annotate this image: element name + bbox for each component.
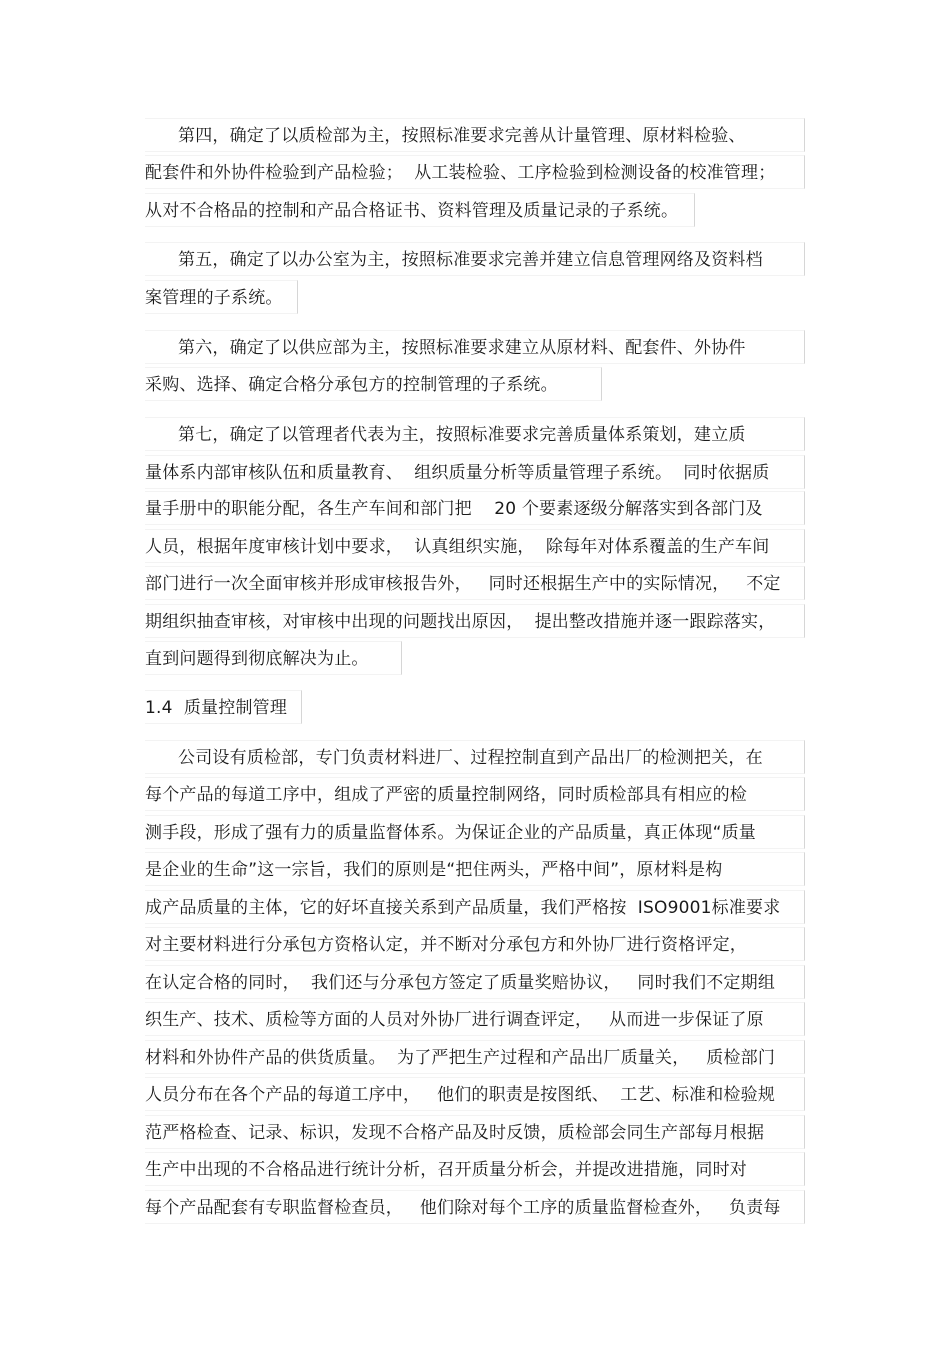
paragraph-4-line-2: 配套件和外协件检验到产品检验； 从工装检验、工序检验到检测设备的校准管理； [145, 155, 805, 189]
paragraph-8-line-9: 材料和外协件产品的供货质量。 为了严把生产过程和产品出厂质量关， 质检部门 [145, 1040, 805, 1074]
paragraph-8-line-10: 人员分布在各个产品的每道工序中， 他们的职责是按图纸、 工艺、标准和检验规 [145, 1077, 805, 1111]
paragraph-7-line-2: 量体系内部审核队伍和质量教育、 组织质量分析等质量管理子系统。 同时依据质 [145, 455, 805, 489]
paragraph-8-line-4: 是企业的生命”这一宗旨，我们的原则是“把住两头，严格中间”，原材料是构 [145, 852, 805, 886]
paragraph-5-line-1: 第五，确定了以办公室为主，按照标准要求完善并建立信息管理网络及资料档 [145, 242, 805, 276]
paragraph-7-line-4: 人员，根据年度审核计划中要求， 认真组织实施， 除每年对体系覆盖的生产车间 [145, 529, 805, 563]
paragraph-7-line-7: 直到问题得到彻底解决为止。 [145, 641, 402, 675]
paragraph-8-line-1: 公司设有质检部，专门负责材料进厂、过程控制直到产品出厂的检测把关，在 [145, 740, 805, 774]
paragraph-8-line-3: 测手段，形成了强有力的质量监督体系。为保证企业的产品质量，真正体现“质量 [145, 815, 805, 849]
paragraph-8-line-12: 生产中出现的不合格品进行统计分析，召开质量分析会，并提改进措施，同时对 [145, 1152, 805, 1186]
paragraph-8-line-7: 在认定合格的同时， 我们还与分承包方签定了质量奖赔协议， 同时我们不定期组 [145, 965, 805, 999]
paragraph-5-line-2: 案管理的子系统。 [145, 280, 298, 314]
paragraph-6-line-1: 第六，确定了以供应部为主，按照标准要求建立从原材料、配套件、外协件 [145, 330, 805, 364]
paragraph-8-line-2: 每个产品的每道工序中，组成了严密的质量控制网络，同时质检部具有相应的检 [145, 777, 805, 811]
paragraph-8-line-6: 对主要材料进行分承包方资格认定，并不断对分承包方和外协厂进行资格评定， [145, 927, 805, 961]
paragraph-7-line-5: 部门进行一次全面审核并形成审核报告外， 同时还根据生产中的实际情况， 不定 [145, 566, 805, 600]
paragraph-7-line-6: 期组织抽查审核，对审核中出现的问题找出原因， 提出整改措施并逐一跟踪落实， [145, 604, 805, 638]
section-heading: 1.4 质量控制管理 [145, 690, 302, 724]
paragraph-7-line-3: 量手册中的职能分配，各生产车间和部门把 20 个要素逐级分解落实到各部门及 [145, 491, 805, 525]
paragraph-4-line-3: 从对不合格品的控制和产品合格证书、资料管理及质量记录的子系统。 [145, 193, 695, 227]
paragraph-8-line-13: 每个产品配套有专职监督检查员， 他们除对每个工序的质量监督检查外， 负责每 [145, 1190, 805, 1224]
paragraph-8-line-8: 织生产、技术、质检等方面的人员对外协厂进行调查评定， 从而进一步保证了原 [145, 1002, 805, 1036]
paragraph-4-line-1: 第四，确定了以质检部为主，按照标准要求完善从计量管理、原材料检验、 [145, 118, 805, 152]
paragraph-8-line-5: 成产品质量的主体，它的好坏直接关系到产品质量，我们严格按 ISO9001标准要求 [145, 890, 805, 924]
paragraph-8-line-11: 范严格检查、记录、标识，发现不合格产品及时反馈，质检部会同生产部每月根据 [145, 1115, 805, 1149]
paragraph-7-line-1: 第七，确定了以管理者代表为主，按照标准要求完善质量体系策划，建立质 [145, 417, 805, 451]
paragraph-6-line-2: 采购、选择、确定合格分承包方的控制管理的子系统。 [145, 367, 602, 401]
